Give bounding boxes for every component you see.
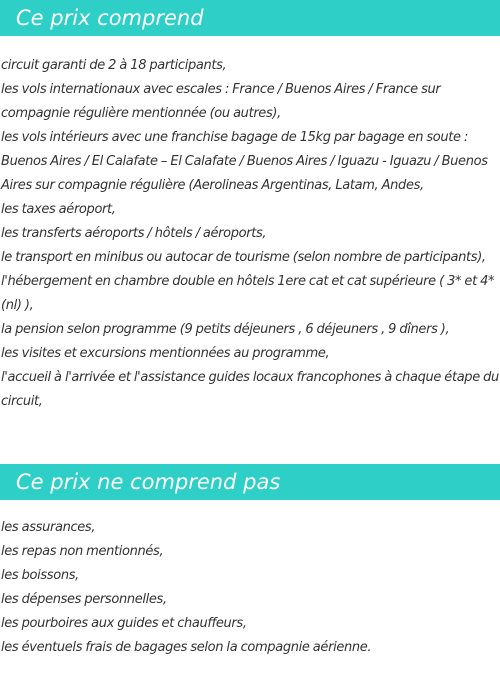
included-section-title: Ce prix comprend [16,6,204,30]
included-item: le transport en minibus ou autocar de tourisme (selon nombre de participants), [1,250,486,265]
excluded-item: les assurances, [1,520,96,535]
excluded-section-title: Ce prix ne comprend pas [16,470,281,494]
included-item: les visites et excursions mentionnées au programme, [1,346,330,361]
excluded-item: les éventuels frais de bagages selon la compagnie aérienne. [1,640,372,655]
excluded-section-header [0,464,500,500]
included-item: circuit garanti de 2 à 18 participants, [1,58,227,73]
excluded-item: les pourboires aux guides et chauffeurs, [1,616,247,631]
included-item: les transferts aéroports / hôtels / aéroports, [1,226,267,241]
included-item: l'accueil à l'arrivée et l'assistance guides locaux francophones à chaque étape du circuit, [1,370,499,409]
included-list [1,54,500,414]
excluded-item: les dépenses personnelles, [1,592,167,607]
excluded-item: les repas non mentionnés, [1,544,164,559]
included-section-header [0,0,500,36]
included-item: l'hébergement en chambre double en hôtels 1ere cat et cat supérieure ( 3* et 4*(nl) ), [1,274,495,313]
included-item: les vols internationaux avec escales : France / Buenos Aires / France sur compagnie régulière mentionnée (ou autres), [1,82,441,121]
included-item: les taxes aéroport, [1,202,116,217]
excluded-list [1,516,500,660]
included-item: les vols intérieurs avec une franchise bagage de 15kg par bagage en soute : Buenos Aires / El Calafate – El Calafate / Buenos Aires / Iguazu - Iguazu / Buenos Aires sur compagnie régulière (Aerolineas Argentinas, Latam, Andes, [1,130,488,193]
included-item: la pension selon programme (9 petits déjeuners , 6 déjeuners , 9 dîners ), [1,322,450,337]
excluded-item: les boissons, [1,568,79,583]
